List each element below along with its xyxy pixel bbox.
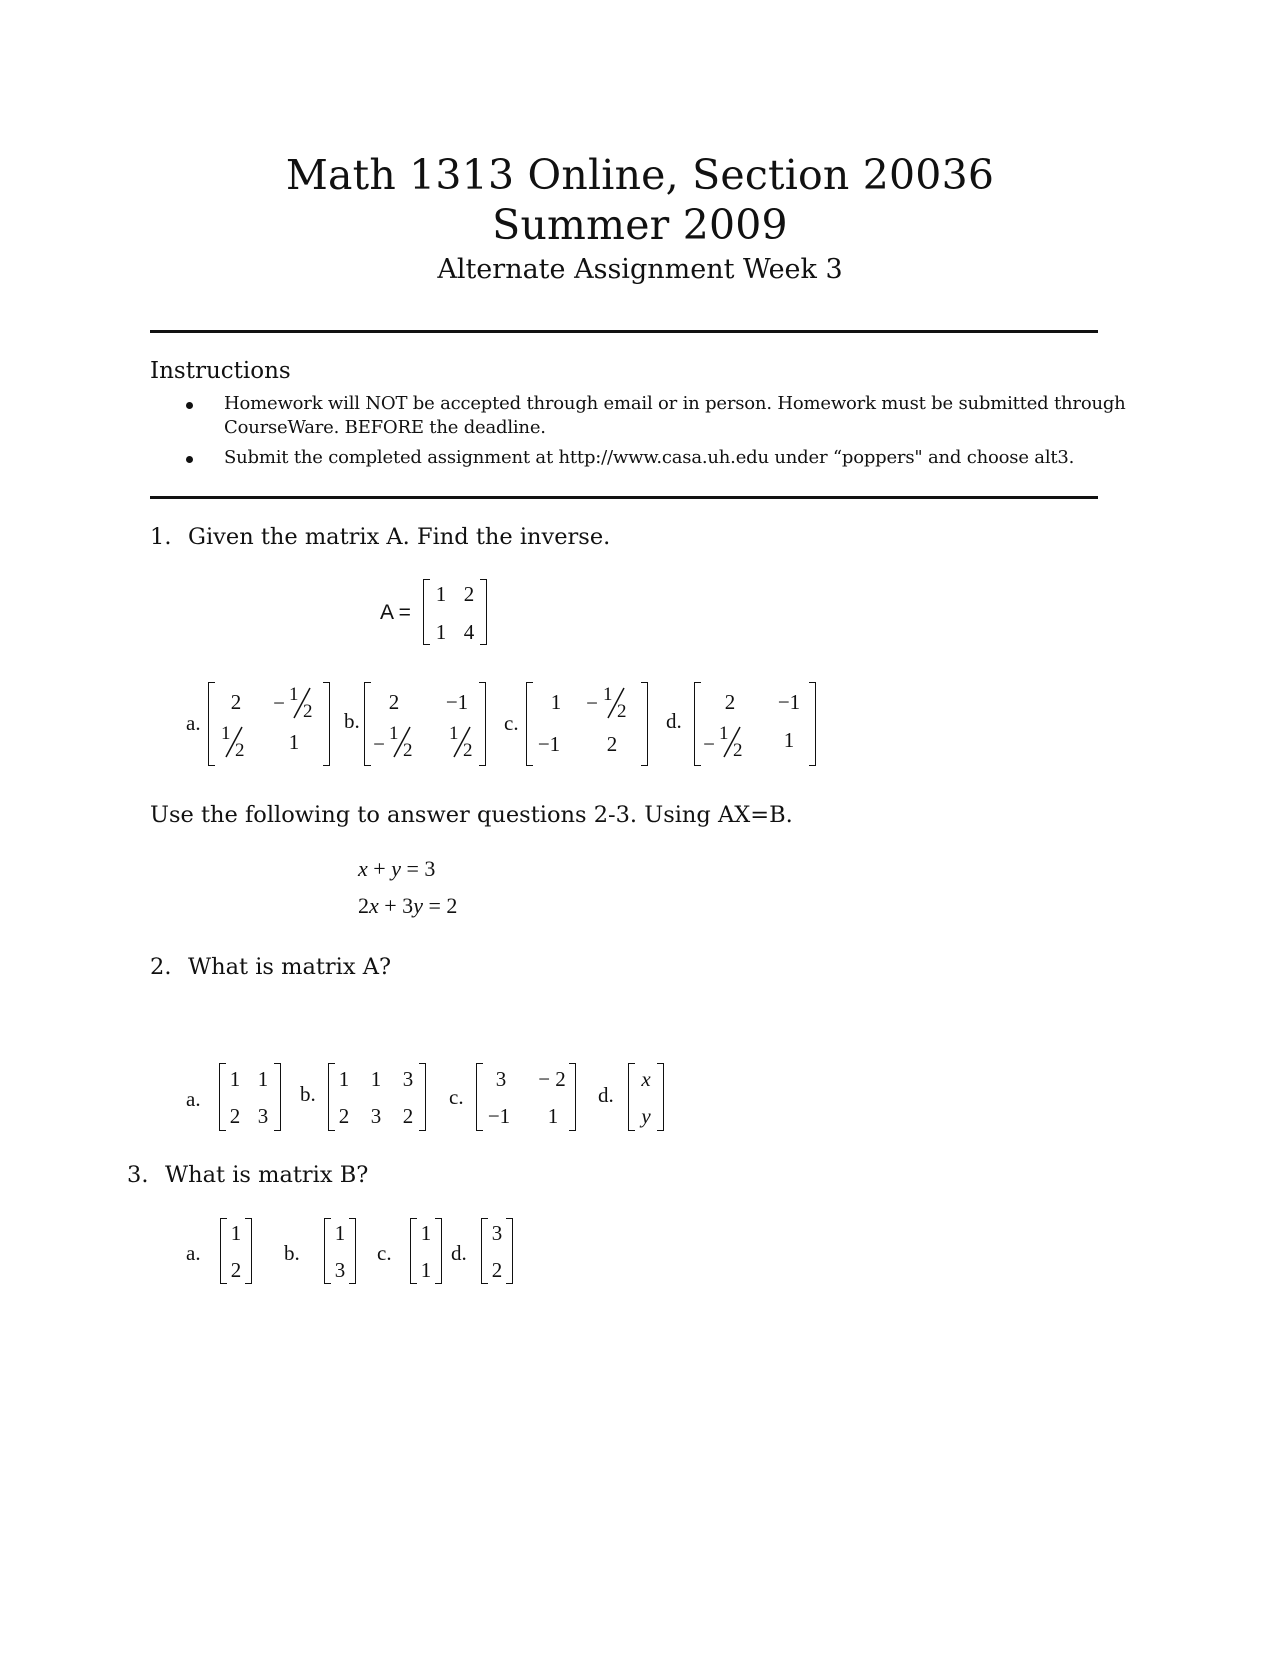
matrix-cell: 2 bbox=[230, 690, 242, 714]
matrix-cell: 1 bbox=[420, 1258, 432, 1282]
instructions-section bbox=[150, 356, 1160, 476]
matrix-cell: 1 bbox=[370, 1067, 382, 1091]
minus-sign: − bbox=[703, 732, 715, 756]
option-label: b. bbox=[300, 1082, 316, 1106]
question-text: What is matrix B? bbox=[165, 1162, 369, 1188]
option-label: a. bbox=[186, 1087, 201, 1111]
matrix-cell: 1 bbox=[420, 1221, 432, 1245]
matrix-cell: 2 bbox=[402, 1104, 414, 1128]
matrix-cell: 3 bbox=[402, 1067, 414, 1091]
instruction-item bbox=[150, 446, 1160, 470]
option-label: d. bbox=[451, 1241, 467, 1265]
option-label: a. bbox=[186, 711, 201, 735]
instruction-item bbox=[150, 392, 1160, 440]
instructions-list bbox=[150, 392, 1160, 470]
top-divider bbox=[150, 330, 1098, 333]
system-intro: Use the following to answer questions 2-3. Using AX=B. bbox=[150, 802, 793, 828]
option-label: d. bbox=[666, 709, 682, 733]
bullet-icon bbox=[186, 402, 193, 409]
fraction-half: 1 2 bbox=[389, 723, 413, 761]
answer-option-1b[interactable] bbox=[364, 682, 486, 766]
instruction-text: Submit the completed assignment at http://www.casa.uh.edu under “poppers" and choose alt3. bbox=[224, 447, 1075, 468]
matrix-cell: − 2 bbox=[538, 1067, 566, 1091]
fraction-half: 1 2 bbox=[289, 684, 313, 722]
answer-option-2c[interactable] bbox=[476, 1063, 576, 1131]
answer-option-3c[interactable] bbox=[410, 1218, 442, 1284]
answer-option-2b[interactable] bbox=[328, 1063, 426, 1131]
matrix-cell: 2 bbox=[463, 582, 475, 606]
fraction-half: 1 2 bbox=[449, 723, 473, 761]
matrix-cell: 1 bbox=[288, 730, 300, 754]
matrix-a-label: A = bbox=[380, 601, 411, 624]
option-label: b. bbox=[284, 1241, 300, 1265]
matrix-cell: 2 bbox=[724, 690, 736, 714]
question-text: Given the matrix A. Find the inverse. bbox=[188, 524, 611, 550]
fraction-half: 1 2 bbox=[719, 723, 743, 761]
matrix-cell: 1 bbox=[334, 1221, 346, 1245]
matrix-cell: 1 bbox=[435, 582, 447, 606]
answer-option-1d[interactable] bbox=[694, 682, 816, 766]
option-label: a. bbox=[186, 1241, 201, 1265]
matrix-cell: −1 bbox=[777, 690, 801, 714]
bottom-divider bbox=[150, 496, 1098, 499]
matrix-cell: −1 bbox=[445, 690, 469, 714]
option-label: b. bbox=[344, 709, 360, 733]
answer-option-3a[interactable] bbox=[220, 1218, 252, 1284]
question-number: 3. bbox=[127, 1162, 149, 1188]
matrix-cell: 2 bbox=[606, 732, 618, 756]
equation-2: 2x + 3y = 2 bbox=[358, 893, 458, 918]
matrix-cell: 1 bbox=[550, 690, 562, 714]
option-label: c. bbox=[449, 1085, 464, 1109]
matrix-cell: 1 bbox=[783, 728, 795, 752]
matrix-cell: 1 bbox=[230, 1221, 242, 1245]
minus-sign: − bbox=[586, 691, 598, 715]
fraction-half: 1 2 bbox=[221, 723, 245, 761]
matrix-cell: 2 bbox=[338, 1104, 350, 1128]
instruction-text: Homework will NOT be accepted through email or in person. Homework must be submitted through CourseWare. BEFORE the deadline. bbox=[224, 393, 1126, 438]
instructions-heading: Instructions bbox=[150, 358, 291, 384]
matrix-cell: 3 bbox=[334, 1258, 346, 1282]
minus-sign: − bbox=[273, 691, 285, 715]
question-2 bbox=[150, 952, 391, 982]
matrix-cell: 3 bbox=[370, 1104, 382, 1128]
matrix-cell: 1 bbox=[547, 1104, 559, 1128]
matrix-cell: 1 bbox=[229, 1067, 241, 1091]
term-title: Summer 2009 bbox=[492, 201, 788, 249]
answer-option-3d[interactable] bbox=[481, 1218, 513, 1284]
matrix-a bbox=[423, 579, 487, 645]
assignment-subtitle: Alternate Assignment Week 3 bbox=[437, 254, 843, 285]
answer-option-1a[interactable] bbox=[208, 682, 330, 766]
answer-option-1c[interactable] bbox=[526, 682, 648, 766]
matrix-cell: 3 bbox=[491, 1221, 503, 1245]
course-title: Math 1313 Online, Section 20036 bbox=[285, 151, 995, 199]
option-label: d. bbox=[598, 1083, 614, 1107]
option-label: c. bbox=[377, 1241, 392, 1265]
equation-1: x + y = 3 bbox=[358, 856, 436, 881]
answer-option-2a[interactable] bbox=[219, 1063, 281, 1131]
matrix-cell: 1 bbox=[435, 620, 447, 644]
matrix-cell: 2 bbox=[491, 1258, 503, 1282]
minus-sign: − bbox=[373, 732, 385, 756]
question-number: 2. bbox=[150, 954, 172, 980]
question-1 bbox=[150, 522, 610, 552]
matrix-cell: 2 bbox=[388, 690, 400, 714]
question-text: What is matrix A? bbox=[188, 954, 392, 980]
fraction-half: 1 2 bbox=[603, 684, 627, 722]
question-3 bbox=[127, 1160, 368, 1190]
document-header bbox=[0, 150, 1280, 288]
answer-option-3b[interactable] bbox=[324, 1218, 356, 1284]
matrix-cell: y bbox=[641, 1104, 651, 1128]
matrix-cell: x bbox=[641, 1067, 651, 1091]
matrix-cell: −1 bbox=[487, 1104, 511, 1128]
matrix-cell: 3 bbox=[495, 1067, 507, 1091]
matrix-cell: 1 bbox=[257, 1067, 269, 1091]
matrix-cell: 1 bbox=[338, 1067, 350, 1091]
matrix-cell: 3 bbox=[257, 1104, 269, 1128]
matrix-cell: 4 bbox=[463, 620, 475, 644]
option-label: c. bbox=[504, 711, 519, 735]
matrix-cell: 2 bbox=[229, 1104, 241, 1128]
answer-option-2d[interactable] bbox=[628, 1063, 664, 1131]
question-number: 1. bbox=[150, 524, 172, 550]
matrix-cell: −1 bbox=[537, 732, 561, 756]
bullet-icon bbox=[186, 456, 193, 463]
matrix-cell: 2 bbox=[230, 1258, 242, 1282]
